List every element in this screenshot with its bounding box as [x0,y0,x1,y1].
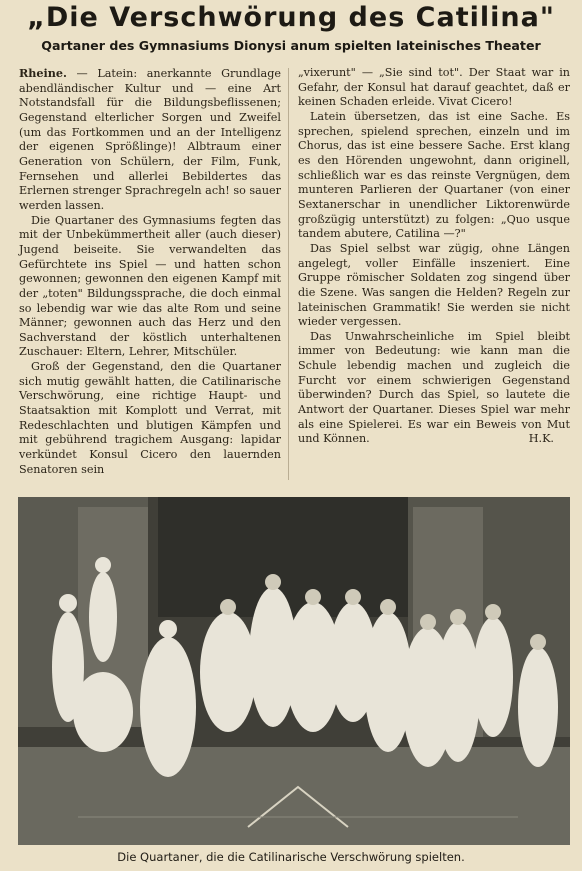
paragraph [298,330,570,447]
paragraph: „vixerunt" — „Sie sind tot". Der Staat war in Gefahr, der Konsul hat darauf geachtet, daß er keinen Schaden erleide. Vivat Cicero! [298,66,570,109]
article-column-right [298,66,570,486]
author-signature: H.K. [528,432,554,446]
paragraph [19,66,281,214]
paragraph: Groß der Gegenstand, den die Quartaner sich mutig gewählt hatten, die Catilinarische Verschwörung, eine richtige Haupt- und Staatsaktion mit Komplott und Verrat, mit Redeschlachten und blutigen Kämpfen und mit gebührend tragichem Ausgang: lapidar verkündet Konsul Cicero den lauernden Senatoren sein [19,360,281,476]
paragraph-text: — Latein: anerkannte Grundlage abendländischer Kultur und — eine Art Notstandsfall für die Bildungsbeflissenen; Gegenstand elterlicher Sorgen und Zweifel (um das Fortkommen und an der Intelligenz der eigenen Sprößlinge)! Albtraum einer Generation von Schülern, der Film, Funk, Fernsehen und allerlei Bebildertes das Erlernen strenger Sprachregeln ach! so sauer werden lassen. [19,67,281,212]
paragraph: Die Quartaner des Gymnasiums fegten das mit der Unbekümmertheit aller (auch dieser) Jugend beiseite. Sie verwandelten das Gefürchtete ins Spiel — und hatten schon gewonnen; gewonnen den eigenen Kampf mit der „toten" Bildungssprache, die doch einmal so lebendig war wie das alte Rom und seine Männer; gewonnen auch das Herz und den Sachverstand der köstlich unterhaltenen Zuschauer: Eltern, Lehrer, Mitschüler. [19,213,281,359]
photo-caption: Die Quartaner, die die Catilinarische Verschwörung spielten. [117,850,465,864]
paragraph-text: Das Unwahrscheinliche im Spiel bleibt immer von Bedeutung: wie kann man die Schule lebendig machen und zugleich die Furcht vor einem schwierigen Gegenstand überwinden? Durch das Spiel, so lautete die Antwort der Quartaner. Dieses Spiel war mehr als eine Spielerei. Es war ein Beweis von Mut und Können. [298,329,570,446]
article-column-left [19,66,281,486]
paragraph: Das Spiel selbst war zügig, ohne Längen angelegt, voller Einfälle inszeniert. Eine Gruppe römischer Soldaten zog singend über die Szene. Was sangen die Helden? Regeln zur lateinischen Grammatik! Sie werden sie nicht wieder vergessen. [298,241,570,329]
dateline-place: Rheine. [19,66,67,80]
subheadline: Qartaner des Gymnasiums Dionysi anum spielten lateinisches Theater [41,38,541,53]
stage-photo [18,497,570,845]
paragraph: Latein übersetzen, das ist eine Sache. Es sprechen, spielend sprechen, einzeln und im Chorus, das ist eine bessere Sache. Erst klang es den Hörenden ungewohnt, dann originell, schließlich war es das reinste Vergnügen, dem munteren Parlieren der Quartaner (von einer Sextanerschar in unendlicher Liktorenwürde großzügig unterstützt) zu folgen: „Quo usque tandem abutere, Catilina —?" [298,109,570,241]
headline: „Die Verschwörung des Catilina" [27,2,555,33]
photo-illustration [18,497,570,845]
column-divider [288,68,289,480]
